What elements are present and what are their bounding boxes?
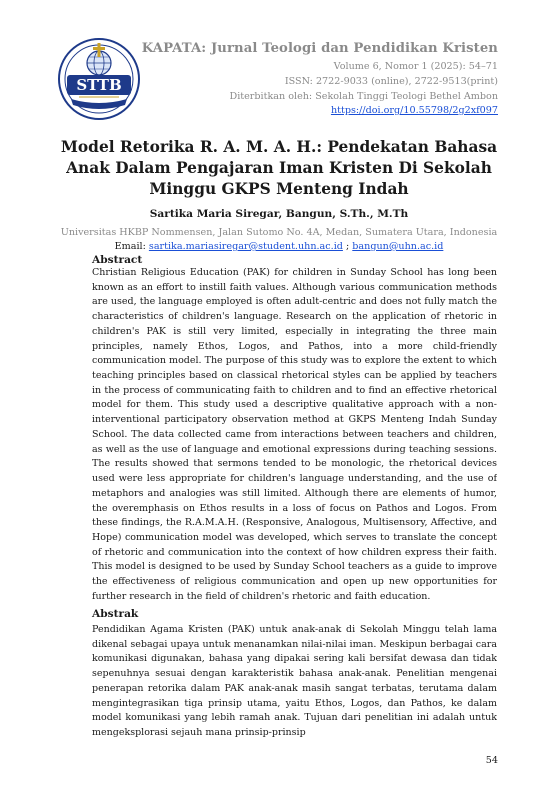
doi-link[interactable]: https://doi.org/10.55798/2g2xf097: [330, 105, 498, 116]
journal-volume: Volume 6, Nomor 1 (2025): 54–71: [333, 61, 498, 72]
article-authors: Sartika Maria Siregar, Bangun, S.Th., M.Th: [149, 208, 409, 220]
journal-issn: ISSN: 2722-9033 (online), 2722-9513(print): [284, 76, 498, 87]
email-link-1[interactable]: sartika.mariasiregar@student.uhn.ac.id: [148, 241, 343, 252]
page-number: 54: [485, 755, 498, 766]
sttb-logo-icon: [57, 37, 141, 121]
logo-text: STTB: [76, 76, 122, 94]
article-title: Model Retorika R. A. M. A. H.: Pendekatan Bahasa Anak Dalam Pengajaran Iman Kristen Di Sekolah Minggu GKPS Menteng Indah: [60, 138, 498, 198]
author-affiliation: Universitas HKBP Nommensen, Jalan Sutomo No. 4A, Medan, Sumatera Utara, Indonesia: [60, 227, 498, 238]
abstrak-text: Pendidikan Agama Kristen (PAK) untuk anak-anak di Sekolah Minggu telah lama dikenal sebagai upaya untuk menanamkan nilai-nilai iman. Meskipun berbagai cara komunikasi digunakan, bahasa yang dipakai sering kali bersifat dewasa dan tidak sepenuhnya sesuai dengan karakteristik bahasa anak-anak. Penelitian mengenai penerapan retorika dalam PAK anak-anak masih sangat terbatas, terutama dalam mengintegrasikan tiga prinsip utama, yaitu Ethos, Logos, dan Pathos, ke dalam model komunikasi yang lebih ramah anak. Tujuan dari penelitian ini adalah untuk mengeksplorasi sejauh mana prinsip-prinsip: [92, 624, 497, 739]
author-emails: [0, 241, 558, 252]
email-label: Email:: [114, 241, 146, 252]
abstract-text: Christian Religious Education (PAK) for children in Sunday School has long been known as an effort to instill faith values. Although various communication methods are used, the language employed is often adult-centric and does not fully match the characteristics of children's language. Research on the application of rhetoric in children's PAK is still very limited, especially in integrating the three main principles, namely Ethos, Logos, and Pathos, into a more child-friendly communication model. The purpose of this study was to explore the extent to which teaching principles based on classical rhetorical styles can be applied by teachers in the process of communicating faith to children and to find an effective rhetorical model for them. This study used a descriptive qualitative approach with a non-interventional participatory observation method at GKPS Menteng Indah Sunday School. The data collected came from interactions between teachers and children, as well as the use of language and emotional expressions during teaching sessions. The results showed that sermons tended to be monologic, the rhetorical devices used were less appropriate for children's language understanding, and the use of metaphors and analogies was still limited. Although there are elements of humor, the overemphasis on Ethos results in a loss of focus on Pathos and Logos. From these findings, the R.A.M.A.H. (Responsive, Analogous, Multisensory, Affective, and Hope) communication model was developed, which serves to translate the concept of rhetoric and communication into the context of how children express their faith. This model is designed to be used by Sunday School teachers as a guide to improve the effectiveness of religious communication and open up new opportunities for further research in the field of children's rhetoric and faith education.: [92, 267, 497, 602]
journal-title: KAPATA: Jurnal Teologi dan Pendidikan Kristen: [141, 41, 498, 56]
journal-header: [0, 0, 558, 125]
email-link-2[interactable]: bangun@uhn.ac.id: [352, 241, 444, 252]
journal-publisher: Diterbitkan oleh: Sekolah Tinggi Teologi Bethel Ambon: [229, 91, 498, 102]
email-separator: ;: [345, 241, 350, 252]
abstrak-heading: Abstrak: [92, 608, 139, 620]
abstract-heading: Abstract: [92, 254, 143, 266]
